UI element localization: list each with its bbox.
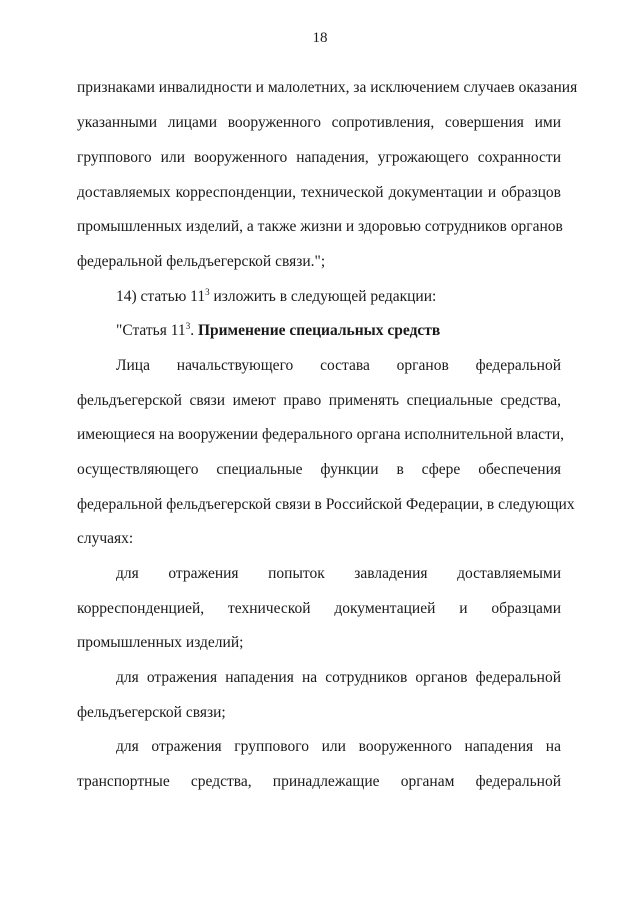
list-item-14 (116, 287, 561, 307)
text-line: для отражения попыток завладения доставляемыми (116, 565, 561, 582)
text-line: фельдъегерской связи; (77, 704, 226, 721)
text-line: указанными лицами вооруженного сопротивления, совершения ими (77, 114, 561, 131)
text-line: случаях: (77, 530, 134, 547)
text-line: Лица начальствующего состава органов федеральной (116, 357, 561, 374)
text-line: для отражения группового или вооруженного нападения на (116, 738, 561, 755)
superscript: 3 (185, 320, 191, 331)
text-line: для отражения нападения на сотрудников органов федеральной (116, 669, 561, 686)
text-line: корреспонденцией, технической документацией и образцами (77, 600, 561, 617)
text-line: осуществляющего специальные функции в сфере обеспечения (77, 461, 561, 478)
text-span: 14) статью 11 (116, 288, 206, 305)
text-span: . (190, 322, 198, 339)
text-line: фельдъегерской связи имеют право применять специальные средства, (77, 392, 561, 409)
article-heading (116, 321, 561, 341)
text-line: имеющиеся на вооружении федерального органа исполнительной власти, (77, 426, 564, 443)
text-line: промышленных изделий; (77, 634, 244, 651)
text-line: признаками инвалидности и малолетних, за исключением случаев оказания (77, 79, 578, 96)
text-span: изложить в следующей редакции: (209, 288, 437, 305)
text-span: "Статья 11 (116, 322, 186, 339)
text-line: промышленных изделий, а также жизни и здоровью сотрудников органов (77, 218, 563, 235)
text-line: федеральной фельдъегерской связи в Российской Федерации, в следующих (77, 496, 575, 513)
article-title: Применение специальных средств (197, 322, 441, 339)
superscript: 3 (205, 286, 210, 297)
text-line: федеральной фельдъегерской связи."; (77, 253, 326, 270)
page-number: 18 (312, 30, 328, 46)
text-line: группового или вооруженного нападения, угрожающего сохранности (77, 149, 561, 166)
text-line: доставляемых корреспонденции, технической документации и образцов (77, 184, 561, 201)
text-line: транспортные средства, принадлежащие органам федеральной (77, 773, 561, 790)
